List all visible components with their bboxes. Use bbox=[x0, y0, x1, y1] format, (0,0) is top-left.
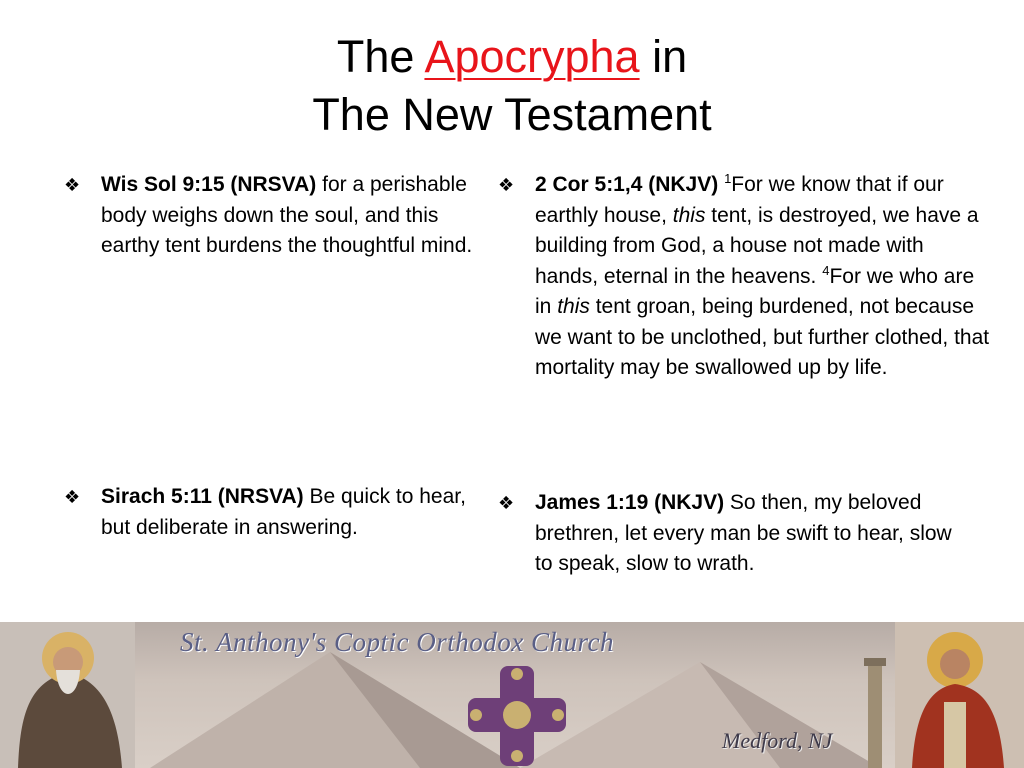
scripture-quote: Be quick to hear, but deliberate in answering. bbox=[101, 485, 466, 539]
scripture-quote: tent, is destroyed, we have a building from God, a house not made with hands, eternal in the heavens. bbox=[535, 203, 979, 288]
scripture-reference: 2 Cor 5:1,4 (NKJV) bbox=[535, 173, 719, 196]
scripture-quote: So then, my beloved brethren, let every man be swift to hear, slow to speak, slow to wrath. bbox=[535, 491, 952, 575]
scripture-reference: Sirach 5:11 (NRSVA) bbox=[101, 485, 304, 508]
church-location: Medford, NJ bbox=[722, 728, 833, 753]
title-line-2: The New Testament bbox=[312, 89, 712, 140]
saint-right-face bbox=[940, 649, 970, 679]
scripture-quote: tent groan, being burdened, not because we want to be unclothed, but further clothed, that mortality may be swallowed up by life. bbox=[535, 295, 990, 379]
title-line-1 bbox=[0, 28, 1024, 86]
bullet-text bbox=[101, 482, 491, 543]
saint-right-book bbox=[944, 702, 966, 768]
bullet-james bbox=[498, 488, 998, 613]
scripture-quote: For we know that if our earthly house, bbox=[535, 173, 944, 227]
bullet-text bbox=[535, 170, 991, 384]
bullet-wis-sol bbox=[64, 170, 489, 300]
church-banner bbox=[0, 622, 1024, 768]
bullet-2-cor bbox=[498, 170, 998, 450]
verse-number: 1 bbox=[724, 171, 732, 186]
diamond-bullet-icon: ❖ bbox=[64, 487, 81, 507]
church-name: St. Anthony's Coptic Orthodox Church bbox=[180, 627, 615, 657]
emphasis: this bbox=[672, 203, 706, 227]
diamond-bullet-icon: ❖ bbox=[498, 493, 515, 513]
bullet-text bbox=[101, 170, 489, 262]
title-the: The bbox=[336, 31, 425, 82]
verse-number: 4 bbox=[822, 262, 830, 278]
diamond-bullet-icon: ❖ bbox=[498, 175, 515, 195]
tower-top bbox=[864, 658, 886, 666]
bullet-text bbox=[535, 488, 955, 580]
emphasis: this bbox=[557, 295, 590, 318]
bullet-sirach bbox=[64, 482, 489, 552]
scripture-reference: Wis Sol 9:15 (NRSVA) bbox=[101, 173, 317, 196]
title-apocrypha-link[interactable]: Apocrypha bbox=[424, 31, 640, 82]
scripture-quote: For we who are in bbox=[535, 264, 975, 318]
scripture-quote: for a perishable body weighs down the soul, and this earthy tent burdens the thoughtful mind. bbox=[101, 173, 473, 257]
scripture-reference: James 1:19 (NKJV) bbox=[535, 491, 725, 514]
title-in: in bbox=[639, 31, 688, 82]
diamond-bullet-icon: ❖ bbox=[64, 175, 81, 195]
slide-title bbox=[0, 28, 1024, 144]
